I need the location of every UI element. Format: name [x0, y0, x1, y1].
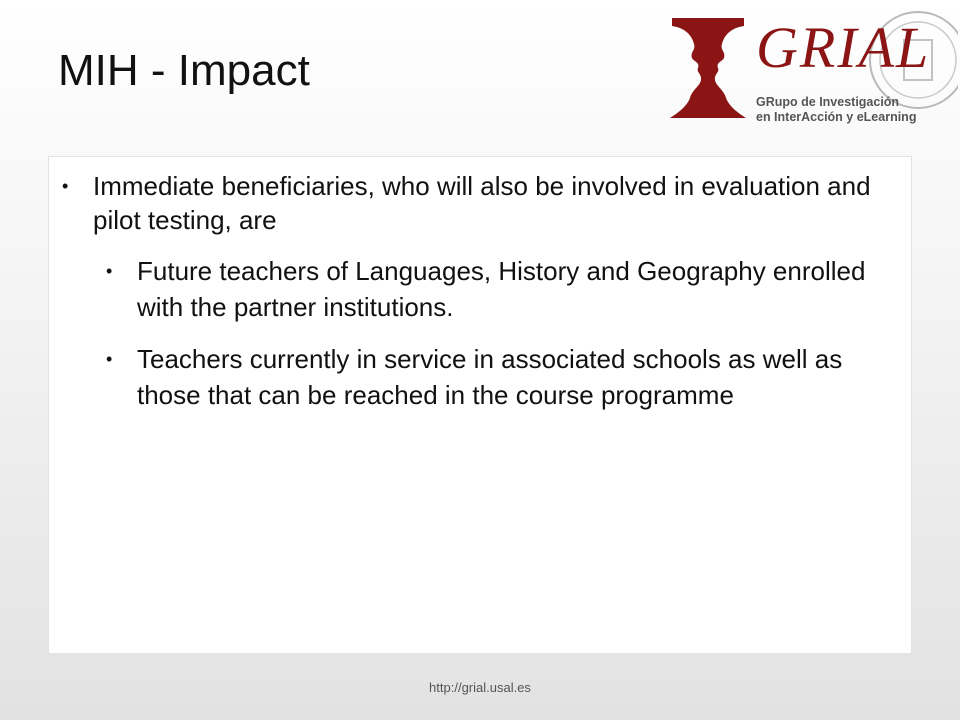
sub-bullet-item — [106, 253, 907, 325]
bullet-list — [49, 169, 911, 413]
logo-subtitle-line1: GRupo de Investigación — [756, 95, 900, 109]
bullet-text: Future teachers of Languages, History and Geography enrolled with the partner institutions. — [137, 256, 866, 322]
bullet-icon: • — [106, 261, 113, 281]
slide-title: MIH - Impact — [58, 46, 310, 95]
grial-logo — [668, 10, 958, 130]
bullet-icon: • — [106, 349, 113, 369]
logo-wordmark: GRIAL — [756, 15, 931, 80]
content-box — [48, 156, 912, 654]
bullet-item — [62, 169, 883, 237]
footer-url-link[interactable]: http://grial.usal.es — [429, 680, 531, 695]
bullet-text: Immediate beneficiaries, who will also be involved in evaluation and pilot testing, are — [93, 171, 871, 235]
logo-subtitle-line2: en InterAcción y eLearning — [756, 110, 917, 124]
sub-bullet-item — [106, 341, 907, 413]
bullet-icon: • — [62, 176, 69, 196]
bullet-text: Teachers currently in service in associated schools as well as those that can be reached in the course programme — [137, 344, 843, 410]
